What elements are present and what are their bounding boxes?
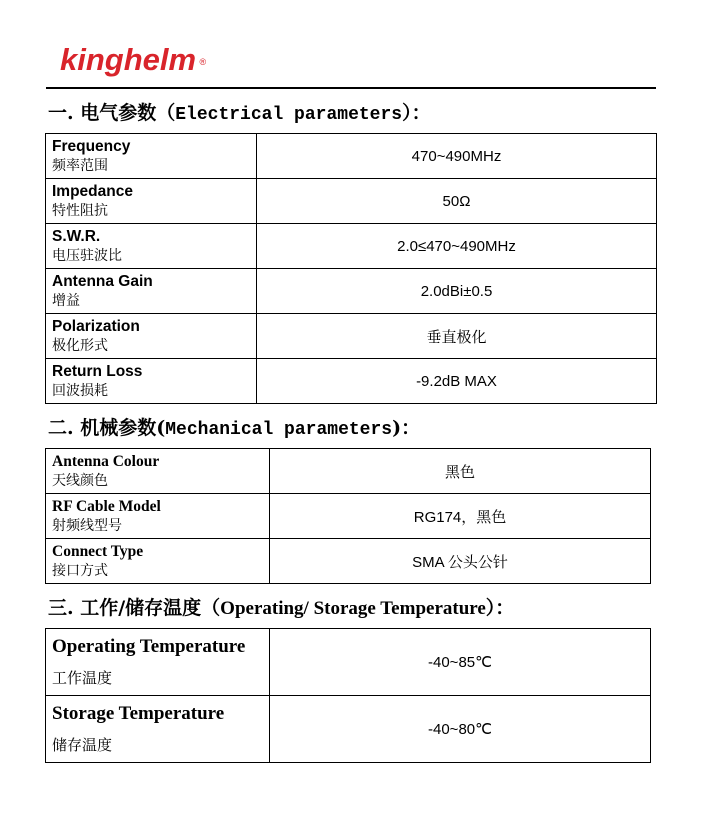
table-row bbox=[46, 449, 651, 494]
param-label bbox=[46, 359, 257, 404]
param-cn: 极化形式 bbox=[52, 337, 108, 354]
param-value: -9.2dB MAX bbox=[257, 359, 657, 404]
param-value: 垂直极化 bbox=[257, 314, 657, 359]
param-cn: 接口方式 bbox=[52, 562, 108, 579]
param-cn: 回波损耗 bbox=[52, 382, 108, 399]
table-row bbox=[46, 539, 651, 584]
temperature-table bbox=[45, 628, 651, 763]
electrical-heading bbox=[48, 101, 431, 127]
electrical-heading-end: ）： bbox=[402, 102, 431, 124]
param-en: Operating Temperature bbox=[52, 636, 246, 657]
param-value: -40~80℃ bbox=[270, 696, 651, 763]
param-label bbox=[46, 494, 270, 539]
param-en: Impedance bbox=[52, 182, 133, 200]
logo-text: kinghelm bbox=[60, 42, 197, 77]
param-cn: 工作温度 bbox=[52, 669, 113, 687]
table-row bbox=[46, 629, 651, 696]
table-row bbox=[46, 224, 657, 269]
table-row bbox=[46, 696, 651, 763]
param-en: RF Cable Model bbox=[52, 497, 161, 515]
param-en: Antenna Gain bbox=[52, 272, 153, 290]
param-cn: 储存温度 bbox=[52, 736, 113, 754]
temperature-heading-cn: 三. 工作/储存温度（ bbox=[48, 597, 221, 619]
param-cn: 电压驻波比 bbox=[52, 247, 122, 264]
table-row bbox=[46, 494, 651, 539]
kinghelm-logo bbox=[60, 42, 207, 78]
param-cn: 特性阻抗 bbox=[52, 202, 108, 219]
param-value: RG174，黑色 bbox=[270, 494, 651, 539]
header-divider bbox=[46, 87, 656, 89]
param-label bbox=[46, 629, 270, 696]
param-en: Storage Temperature bbox=[52, 703, 225, 724]
table-row bbox=[46, 269, 657, 314]
param-label bbox=[46, 134, 257, 179]
param-label bbox=[46, 539, 270, 584]
param-value: 2.0≤470~490MHz bbox=[257, 224, 657, 269]
param-value: 50Ω bbox=[257, 179, 657, 224]
param-en: S.W.R. bbox=[52, 227, 101, 245]
param-en: Polarization bbox=[52, 317, 140, 335]
param-value: -40~85℃ bbox=[270, 629, 651, 696]
temperature-heading bbox=[48, 596, 514, 621]
mechanical-table bbox=[45, 448, 651, 584]
param-cn: 频率范围 bbox=[52, 157, 108, 174]
param-en: Return Loss bbox=[52, 362, 143, 380]
param-label bbox=[46, 449, 270, 494]
mechanical-heading-en: Mechanical parameters bbox=[165, 420, 393, 440]
param-cn: 天线颜色 bbox=[52, 472, 108, 489]
param-value: 黑色 bbox=[270, 449, 651, 494]
electrical-heading-en: Electrical parameters bbox=[175, 105, 403, 125]
table-row bbox=[46, 314, 657, 359]
param-en: Frequency bbox=[52, 137, 131, 155]
registered-mark: ® bbox=[199, 57, 207, 67]
param-cn: 增益 bbox=[52, 292, 80, 309]
param-label bbox=[46, 269, 257, 314]
electrical-heading-cn: 一. 电气参数（ bbox=[48, 102, 176, 124]
param-label bbox=[46, 224, 257, 269]
param-value: 470~490MHz bbox=[257, 134, 657, 179]
table-row bbox=[46, 359, 657, 404]
electrical-table bbox=[45, 133, 657, 404]
param-label bbox=[46, 179, 257, 224]
param-value: 2.0dBi±0.5 bbox=[257, 269, 657, 314]
param-en: Connect Type bbox=[52, 542, 144, 560]
param-value: SMA 公头公针 bbox=[270, 539, 651, 584]
param-en: Antenna Colour bbox=[52, 452, 160, 470]
mechanical-heading-end: )： bbox=[392, 417, 421, 439]
mechanical-heading bbox=[48, 416, 420, 442]
temperature-heading-end: ）： bbox=[485, 597, 515, 619]
table-row bbox=[46, 179, 657, 224]
temperature-heading-en: Operating/ Storage Temperature bbox=[220, 598, 486, 619]
param-label bbox=[46, 314, 257, 359]
param-label bbox=[46, 696, 270, 763]
param-cn: 射频线型号 bbox=[52, 517, 122, 534]
mechanical-heading-cn: 二. 机械参数( bbox=[48, 417, 166, 439]
table-row bbox=[46, 134, 657, 179]
